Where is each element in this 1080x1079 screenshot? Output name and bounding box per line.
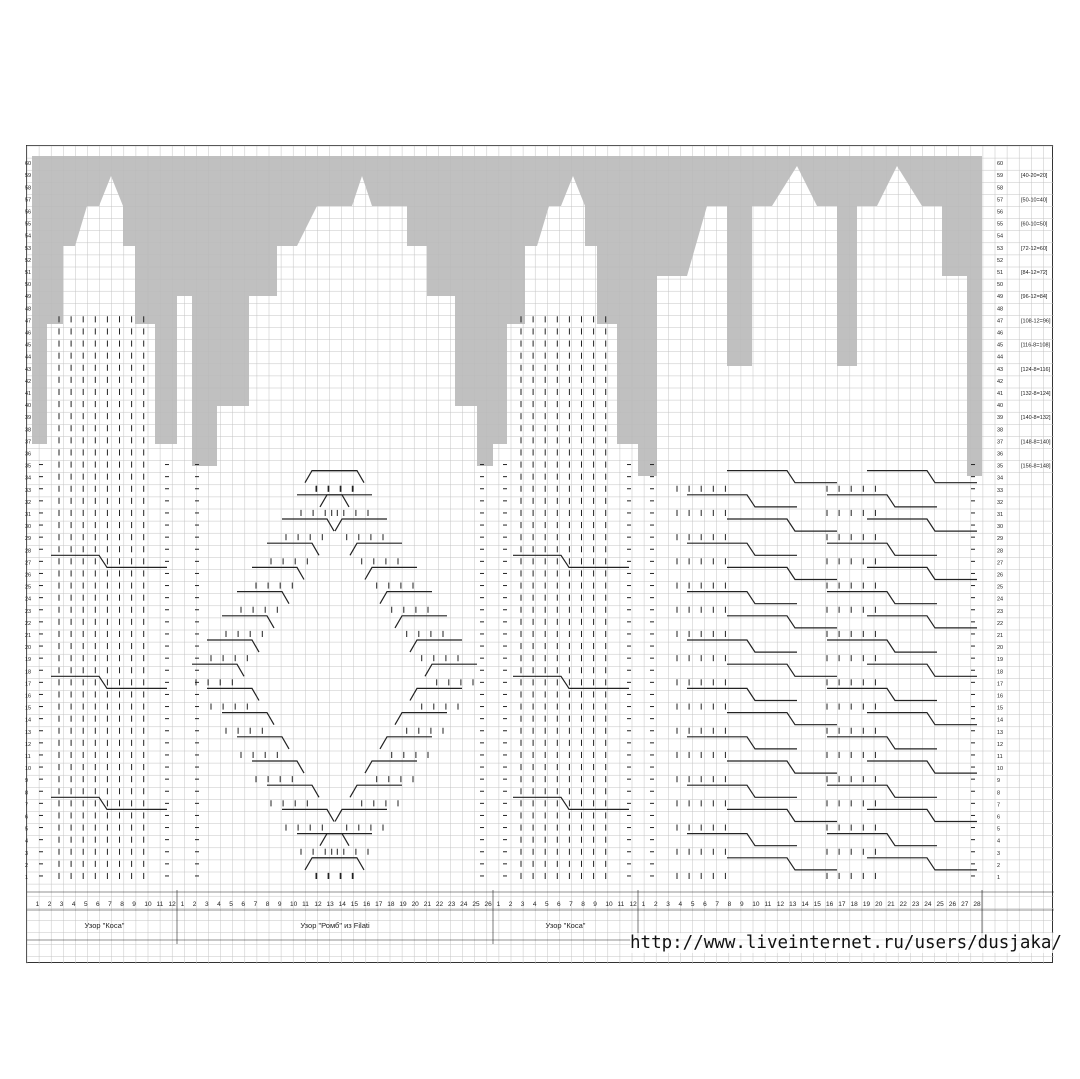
row-number-right: 6 [997, 814, 1001, 821]
cable-cross-line [395, 616, 447, 628]
row-number-left: 48 [25, 306, 32, 313]
column-number: 3 [59, 901, 64, 908]
row-number-left: 24 [25, 596, 32, 603]
row-number-left: 41 [25, 391, 32, 397]
row-number-right: 40 [997, 403, 1004, 410]
column-number: 24 [924, 901, 932, 908]
row-number-right: 56 [997, 209, 1004, 216]
cable-cross-line [687, 543, 797, 555]
cable-cross-line [727, 471, 837, 483]
cable-cross-line [827, 737, 937, 749]
cable-cross-line [727, 713, 837, 725]
cable-cross-line [207, 640, 259, 652]
row-number-left: 31 [25, 512, 32, 518]
column-number: 11 [617, 901, 625, 908]
cable-cross-line [252, 761, 304, 773]
cable-cross-line [513, 797, 629, 809]
row-number-right: 9 [997, 778, 1001, 785]
row-number-right: 28 [997, 548, 1004, 555]
cable-cross-line [222, 616, 274, 628]
row-number-left: 6 [25, 814, 29, 821]
row-number-left: 20 [25, 645, 32, 652]
column-number: 22 [435, 901, 444, 908]
cable-cross-line [827, 495, 937, 507]
row-number-left: 11 [25, 754, 31, 760]
row-number-left: 36 [25, 451, 32, 458]
column-number: 21 [423, 901, 431, 908]
row-number-left: 21 [25, 633, 32, 639]
cable-cross-line [335, 519, 387, 531]
row-number-right: 1 [997, 875, 1001, 881]
column-number: 11 [156, 901, 164, 908]
row-number-left: 12 [25, 741, 32, 748]
row-number-left: 54 [25, 233, 32, 240]
cable-cross-line [867, 858, 977, 870]
row-number-left: 55 [25, 221, 32, 228]
row-number-right: 10 [997, 766, 1004, 773]
column-number: 4 [71, 901, 76, 908]
row-number-left: 34 [25, 475, 32, 482]
column-number: 1 [35, 901, 40, 908]
cable-cross-line [380, 737, 432, 749]
column-number: 8 [265, 901, 270, 908]
column-number: 6 [557, 901, 561, 908]
row-number-left: 9 [25, 778, 29, 785]
cable-cross-line [827, 543, 937, 555]
column-number: 10 [752, 901, 760, 908]
column-number: 11 [302, 901, 309, 908]
column-number: 3 [204, 901, 209, 908]
cable-cross-line [867, 567, 977, 579]
column-number: 19 [399, 901, 407, 908]
knitting-chart [27, 146, 1054, 964]
row-number-right: 44 [997, 354, 1004, 361]
column-number: 4 [532, 901, 537, 908]
column-number: 5 [544, 901, 549, 908]
decrease-range-label: [96-12=84] [1021, 294, 1048, 301]
row-number-left: 50 [25, 282, 32, 289]
cable-cross-line [827, 688, 937, 700]
cable-cross-line [365, 761, 417, 773]
row-number-right: 52 [997, 257, 1004, 264]
decrease-range-label: [60-10=50] [1021, 221, 1048, 228]
row-number-right: 20 [997, 645, 1004, 652]
cable-cross-line [867, 616, 977, 628]
row-number-left: 52 [25, 257, 32, 264]
decrease-range-label: [72-12=60] [1021, 245, 1048, 252]
cable-cross-line [727, 761, 837, 773]
row-number-left: 39 [25, 415, 32, 422]
row-number-left: 26 [25, 572, 32, 579]
cable-cross-line [687, 495, 797, 507]
cable-cross-line [410, 688, 462, 700]
row-number-right: 15 [997, 705, 1004, 712]
cable-cross-line [727, 519, 837, 531]
row-number-left: 51 [25, 270, 32, 276]
cable-cross-line [312, 858, 364, 870]
cable-cross-line [867, 761, 977, 773]
row-number-left: 23 [25, 608, 32, 615]
panel-title: Узор "Ромб" из Filati [300, 921, 370, 930]
row-number-left: 38 [25, 427, 32, 434]
panel-title: Узор "Коса" [84, 921, 125, 930]
column-number: 5 [83, 901, 88, 908]
decrease-range-label: [84-12=72] [1021, 270, 1048, 276]
cable-cross-line [380, 592, 432, 604]
column-number: 25 [472, 901, 480, 908]
cable-cross-line [410, 640, 462, 652]
column-number: 12 [629, 901, 637, 908]
decrease-range-label: [148-8=140] [1021, 439, 1051, 446]
row-number-left: 29 [25, 536, 32, 543]
cable-cross-line [51, 676, 167, 688]
cable-cross-line [350, 785, 402, 797]
column-number: 28 [973, 901, 981, 908]
row-number-right: 31 [997, 512, 1004, 518]
row-number-right: 12 [997, 741, 1004, 748]
row-number-left: 3 [25, 850, 29, 857]
row-number-left: 4 [25, 838, 29, 845]
cable-cross-line [305, 858, 357, 870]
cable-cross-line [827, 785, 937, 797]
cable-cross-line [727, 616, 837, 628]
row-number-right: 54 [997, 233, 1004, 240]
row-number-left: 15 [25, 705, 32, 712]
cable-cross-line [687, 688, 797, 700]
decrease-range-label: [140-8=132] [1021, 415, 1051, 422]
cable-cross-line [687, 834, 797, 846]
row-number-right: 33 [997, 487, 1004, 494]
row-number-right: 50 [997, 282, 1004, 289]
cable-cross-line [687, 737, 797, 749]
column-number: 16 [825, 901, 834, 908]
row-number-left: 37 [25, 439, 32, 446]
row-number-left: 8 [25, 790, 29, 797]
row-number-left: 59 [25, 173, 32, 180]
column-number: 24 [460, 901, 468, 908]
row-number-left: 25 [25, 584, 32, 591]
row-number-left: 7 [25, 802, 29, 809]
column-number: 23 [448, 901, 456, 908]
column-number: 17 [838, 901, 846, 908]
row-number-right: 55 [997, 221, 1004, 228]
cable-cross-line [365, 567, 417, 579]
row-number-right: 30 [997, 524, 1004, 531]
row-number-right: 17 [997, 681, 1004, 688]
row-number-right: 24 [997, 596, 1004, 603]
cable-cross-line [350, 543, 402, 555]
cable-cross-line [252, 567, 304, 579]
row-number-right: 25 [997, 584, 1004, 591]
row-number-right: 57 [997, 197, 1004, 204]
column-number: 19 [862, 901, 871, 908]
column-number: 18 [850, 901, 858, 908]
row-number-right: 45 [997, 342, 1004, 349]
row-number-left: 46 [25, 330, 32, 337]
row-number-left: 44 [25, 354, 32, 361]
column-number: 6 [96, 901, 100, 908]
cable-cross-line [282, 519, 334, 531]
decrease-range-label: [124-8=116] [1021, 366, 1051, 373]
row-number-left: 58 [25, 185, 32, 192]
row-number-right: 22 [997, 620, 1004, 627]
column-number: 13 [326, 901, 334, 908]
column-number: 20 [875, 901, 883, 908]
row-number-left: 18 [25, 669, 32, 676]
row-number-right: 41 [997, 391, 1004, 397]
row-number-right: 14 [997, 717, 1004, 724]
knitting-chart-frame [26, 145, 1053, 963]
shaded-decrease-zone [638, 156, 982, 476]
column-number: 27 [961, 901, 969, 908]
row-number-right: 7 [997, 802, 1001, 809]
column-number: 15 [350, 901, 359, 908]
row-number-right: 53 [997, 245, 1004, 252]
column-number: 5 [690, 901, 695, 908]
column-number: 2 [192, 901, 197, 908]
row-number-left: 17 [25, 681, 32, 688]
column-number: 9 [739, 901, 744, 908]
row-number-right: 11 [997, 754, 1003, 760]
row-number-right: 43 [997, 366, 1004, 373]
panel-title: Узор "Коса" [545, 921, 586, 930]
row-number-left: 13 [25, 729, 32, 736]
column-number: 5 [229, 901, 233, 908]
watermark-url[interactable]: http://www.liveinternet.ru/users/dusjaka/ [630, 933, 1062, 953]
row-number-right: 16 [997, 693, 1004, 700]
row-number-right: 60 [997, 161, 1004, 168]
row-number-left: 10 [25, 766, 32, 773]
row-number-left: 16 [25, 693, 32, 700]
column-number: 9 [277, 901, 282, 908]
column-number: 11 [764, 901, 772, 908]
column-number: 14 [338, 901, 346, 908]
row-number-right: 49 [997, 294, 1004, 301]
row-number-right: 58 [997, 185, 1004, 192]
row-number-left: 2 [25, 862, 29, 869]
row-number-right: 21 [997, 633, 1004, 639]
row-number-right: 27 [997, 560, 1004, 567]
column-number: 2 [47, 901, 52, 908]
column-number: 8 [120, 901, 124, 908]
row-number-left: 19 [25, 657, 32, 664]
row-number-left: 60 [25, 161, 32, 168]
row-number-right: 59 [997, 173, 1004, 180]
column-number: 22 [899, 901, 907, 908]
row-number-right: 4 [997, 838, 1001, 845]
cable-cross-line [867, 713, 977, 725]
row-number-left: 35 [25, 463, 32, 470]
column-number: 2 [653, 901, 658, 908]
row-number-left: 56 [25, 209, 32, 216]
column-number: 1 [496, 901, 501, 908]
decrease-range-label: [156-8=148] [1021, 463, 1051, 470]
row-number-right: 32 [997, 499, 1004, 506]
column-number: 20 [411, 901, 419, 908]
cable-cross-line [687, 640, 797, 652]
shaded-decrease-zone [493, 156, 638, 444]
row-number-right: 13 [997, 729, 1004, 736]
row-number-left: 30 [25, 524, 32, 531]
cable-cross-line [305, 471, 357, 483]
row-number-left: 14 [25, 717, 32, 724]
cable-cross-line [867, 809, 977, 821]
column-number: 1 [180, 901, 185, 908]
row-number-right: 23 [997, 608, 1004, 615]
column-number: 4 [678, 901, 683, 908]
shaded-decrease-zone [32, 156, 177, 444]
row-number-right: 47 [997, 318, 1004, 325]
cable-cross-line [425, 664, 477, 676]
row-number-left: 40 [25, 403, 32, 410]
cable-cross-line [727, 858, 837, 870]
column-number: 10 [144, 901, 152, 908]
row-number-left: 47 [25, 318, 32, 325]
column-number: 18 [387, 901, 395, 908]
column-number: 3 [666, 901, 670, 908]
row-number-right: 2 [997, 862, 1001, 869]
row-number-left: 43 [25, 366, 32, 373]
decrease-range-label: [132-8=124] [1021, 391, 1051, 397]
cable-cross-line [192, 664, 244, 676]
column-number: 8 [727, 901, 732, 908]
row-number-right: 34 [997, 475, 1004, 482]
column-number: 8 [581, 901, 585, 908]
row-number-right: 48 [997, 306, 1004, 313]
row-number-right: 26 [997, 572, 1004, 579]
cable-cross-line [207, 688, 259, 700]
row-number-right: 38 [997, 427, 1004, 434]
column-number: 7 [253, 901, 258, 908]
column-number: 23 [911, 901, 920, 908]
column-number: 12 [168, 901, 176, 908]
column-number: 12 [314, 901, 322, 908]
decrease-range-label: [108-12=96] [1021, 318, 1051, 325]
column-number: 26 [484, 901, 492, 908]
column-number: 12 [776, 901, 785, 908]
cable-cross-line [827, 592, 937, 604]
cable-cross-line [827, 640, 937, 652]
cable-cross-line [312, 471, 364, 483]
cable-cross-line [827, 834, 937, 846]
shaded-decrease-zone [177, 156, 493, 466]
column-number: 26 [948, 901, 957, 908]
row-number-left: 42 [25, 378, 32, 385]
column-number: 6 [241, 901, 246, 908]
row-number-left: 28 [25, 548, 32, 555]
decrease-range-label: [40-20=20] [1021, 173, 1048, 180]
row-number-left: 57 [25, 197, 32, 204]
row-number-right: 42 [997, 378, 1004, 385]
row-number-left: 1 [25, 875, 29, 881]
row-number-right: 36 [997, 451, 1004, 458]
cable-cross-line [282, 809, 334, 821]
cable-cross-line [513, 676, 629, 688]
column-number: 7 [715, 901, 720, 908]
row-number-right: 3 [997, 850, 1001, 857]
column-number: 17 [375, 901, 383, 908]
column-number: 7 [569, 901, 573, 908]
cable-cross-line [867, 471, 977, 483]
cable-cross-line [727, 809, 837, 821]
column-number: 10 [290, 901, 298, 908]
column-number: 13 [789, 901, 797, 908]
column-number: 15 [813, 901, 821, 908]
row-number-right: 35 [997, 463, 1004, 470]
row-number-right: 19 [997, 657, 1004, 664]
row-number-right: 51 [997, 270, 1004, 276]
cable-cross-line [222, 713, 274, 725]
cable-cross-line [727, 664, 837, 676]
column-number: 25 [936, 901, 944, 908]
cable-cross-line [687, 785, 797, 797]
cable-cross-line [51, 797, 167, 809]
column-number: 9 [593, 901, 597, 908]
row-number-left: 49 [25, 294, 32, 301]
decrease-range-label: [50-10=40] [1021, 197, 1048, 204]
row-number-left: 22 [25, 620, 32, 627]
row-number-right: 29 [997, 536, 1004, 543]
column-number: 2 [508, 901, 513, 908]
row-number-left: 27 [25, 560, 32, 567]
column-number: 10 [605, 901, 613, 908]
row-number-left: 32 [25, 499, 32, 506]
column-number: 4 [217, 901, 221, 908]
row-number-right: 39 [997, 415, 1004, 422]
cable-cross-line [51, 555, 167, 567]
cable-cross-line [687, 592, 797, 604]
cable-cross-line [395, 713, 447, 725]
column-number: 9 [132, 901, 136, 908]
column-number: 1 [641, 901, 646, 908]
row-number-left: 45 [25, 342, 32, 349]
column-number: 7 [108, 901, 112, 908]
cable-cross-line [513, 555, 629, 567]
row-number-right: 18 [997, 669, 1004, 676]
row-number-right: 5 [997, 826, 1001, 833]
column-number: 21 [887, 901, 895, 908]
column-number: 6 [703, 901, 707, 908]
row-number-right: 37 [997, 439, 1004, 446]
column-number: 3 [520, 901, 525, 908]
cable-cross-line [867, 519, 977, 531]
column-number: 16 [362, 901, 371, 908]
row-number-right: 46 [997, 330, 1004, 337]
cable-cross-line [335, 809, 387, 821]
decrease-range-label: [116-8=108] [1021, 342, 1051, 349]
row-number-left: 5 [25, 826, 29, 833]
row-number-left: 33 [25, 487, 32, 494]
cable-cross-line [867, 664, 977, 676]
row-number-left: 53 [25, 245, 32, 252]
row-number-right: 8 [997, 790, 1001, 797]
column-number: 14 [801, 901, 809, 908]
cable-cross-line [727, 567, 837, 579]
